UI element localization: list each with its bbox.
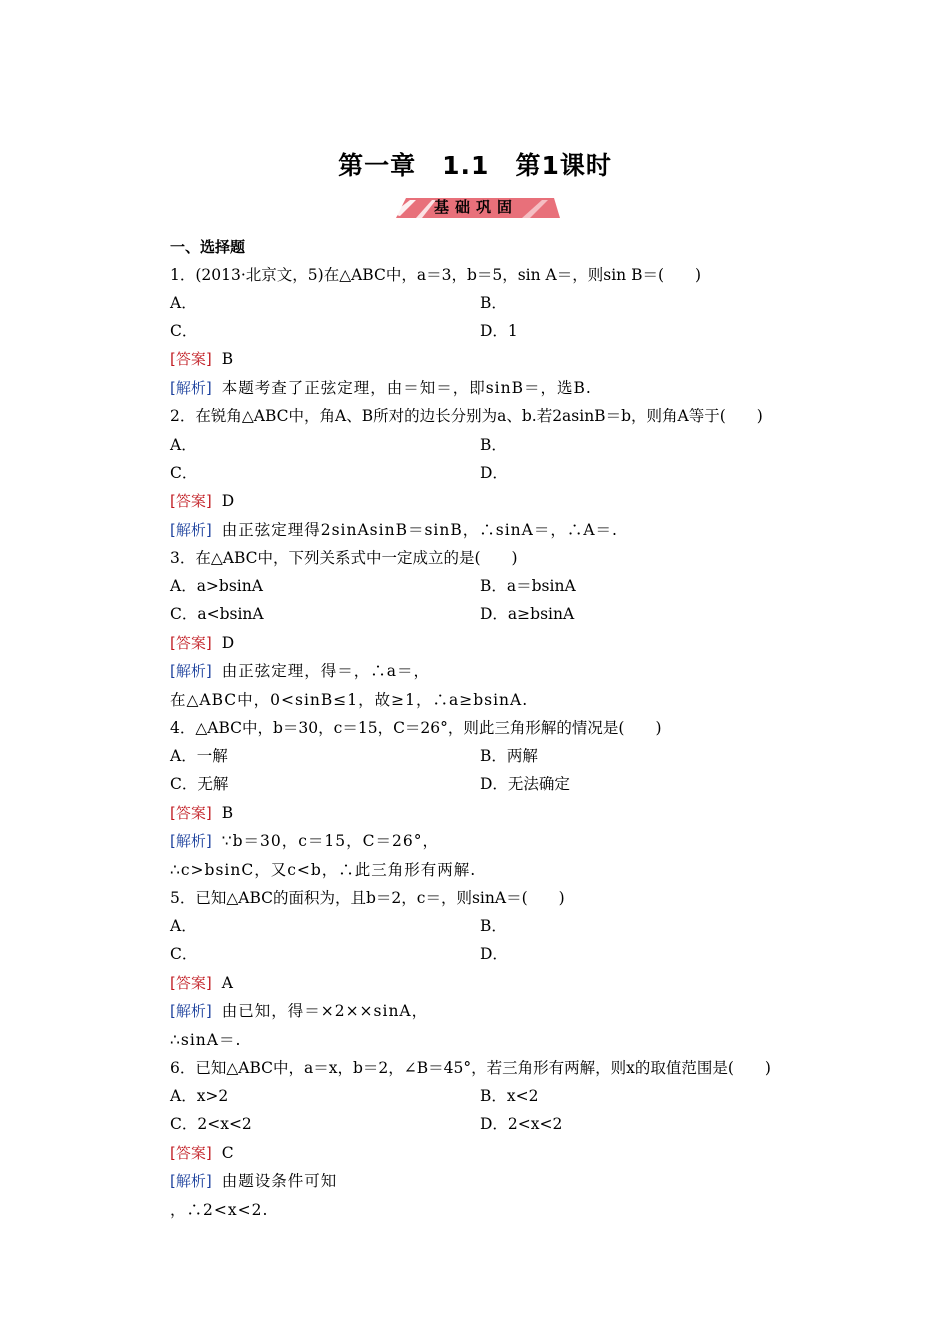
option-b: B．两解 (480, 747, 538, 765)
question-stem: 1．(2013·北京文，5)在△ABC中，a＝3，b＝5，sin A＝，则sin B＝( ) (170, 266, 702, 284)
answer-tag: [答案] (170, 974, 212, 992)
explanation-tag: [解析] (170, 379, 212, 397)
explanation-row (170, 661, 430, 681)
explanation-row (170, 520, 618, 540)
answer-value: B (221, 350, 234, 368)
option-b: B．x<2 (480, 1087, 539, 1105)
answer-tag: [答案] (170, 350, 212, 368)
option-b: B． (480, 917, 507, 935)
question-stem: 3．在△ABC中，下列关系式中一定成立的是( ) (170, 549, 518, 567)
explanation-text: 由正弦定理，得＝，∴a＝， (221, 662, 430, 680)
option-c: C． (170, 945, 198, 963)
option-a: A． (170, 294, 197, 312)
option-a: A． (170, 436, 197, 454)
option-d: D． (480, 945, 508, 963)
question-stem: 5．已知△ABC的面积为，且b＝2，c＝，则sinA＝( ) (170, 889, 565, 907)
answer-value: D (221, 492, 235, 510)
explanation-tag: [解析] (170, 832, 212, 850)
option-b: B． (480, 294, 507, 312)
explanation-text: 由题设条件可知 (221, 1172, 338, 1190)
explanation-tag: [解析] (170, 521, 212, 539)
explanation-tag: [解析] (170, 662, 212, 680)
explanation-continuation: ，∴2<x<2. (170, 1201, 269, 1219)
option-a: A．x>2 (170, 1087, 229, 1105)
explanation-tag: [解析] (170, 1172, 212, 1190)
section-heading: 一、选择题 (170, 238, 246, 256)
answer-value: C (221, 1144, 234, 1162)
option-d: D． (480, 464, 508, 482)
explanation-row (170, 1001, 428, 1021)
option-b: B． (480, 436, 507, 454)
answer-tag: [答案] (170, 492, 212, 510)
answer-tag: [答案] (170, 634, 212, 652)
explanation-continuation: 在△ABC中，0<sinB≤1，故≥1，∴a≥bsinA. (170, 691, 529, 709)
answer-row (170, 803, 233, 823)
option-d: D．1 (480, 322, 518, 340)
answer-row (170, 633, 234, 653)
option-b: B．a＝bsinA (480, 577, 576, 595)
explanation-row (170, 1171, 337, 1191)
answer-row (170, 973, 233, 993)
option-d: D．a≥bsinA (480, 605, 575, 623)
question-stem: 4．△ABC中，b＝30，c＝15，C＝26°，则此三角形解的情况是( ) (170, 719, 662, 737)
explanation-text: 由正弦定理得2sinAsinB＝sinB，∴sinA＝，∴A＝. (221, 521, 618, 539)
option-d: D．无法确定 (480, 775, 570, 793)
option-d: D．2<x<2 (480, 1115, 563, 1133)
option-c: C． (170, 322, 198, 340)
answer-row (170, 349, 233, 369)
explanation-row (170, 831, 439, 851)
answer-tag: [答案] (170, 804, 212, 822)
explanation-continuation: ∴sinA＝. (170, 1031, 242, 1049)
explanation-text: 本题考查了正弦定理，由＝知＝，即sinB＝，选B. (221, 379, 592, 397)
option-a: A．一解 (170, 747, 228, 765)
answer-value: A (221, 974, 233, 992)
banner-label: 基础巩固 (433, 198, 518, 216)
question-stem: 2．在锐角△ABC中，角A、B所对的边长分别为a、b.若2asinB＝b，则角A等于( ) (170, 407, 763, 425)
option-c: C． (170, 464, 198, 482)
option-a: A． (170, 917, 197, 935)
option-a: A．a>bsinA (170, 577, 263, 595)
answer-row (170, 1143, 234, 1163)
section-banner (392, 196, 560, 220)
explanation-text: 由已知，得＝×2××sinA， (221, 1002, 429, 1020)
option-c: C．无解 (170, 775, 229, 793)
answer-row (170, 491, 234, 511)
explanation-text: ∵b＝30，c＝15，C＝26°， (221, 832, 439, 850)
answer-tag: [答案] (170, 1144, 212, 1162)
option-c: C．2<x<2 (170, 1115, 252, 1133)
answer-value: B (221, 804, 234, 822)
explanation-row (170, 378, 592, 398)
option-c: C．a<bsinA (170, 605, 264, 623)
page-title: 第一章 1.1 第1课时 (338, 151, 612, 180)
question-stem: 6．已知△ABC中，a＝x，b＝2，∠B＝45°，若三角形有两解，则x的取值范围是( ) (170, 1059, 771, 1077)
explanation-tag: [解析] (170, 1002, 212, 1020)
answer-value: D (221, 634, 235, 652)
explanation-continuation: ∴c>bsinC，又c<b，∴此三角形有两解. (170, 861, 477, 879)
